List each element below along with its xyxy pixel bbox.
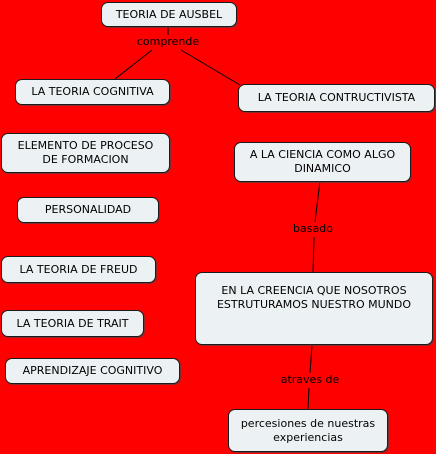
connector-comprende-cognitive [115,50,152,79]
node-personalidad[interactable]: PERSONALIDAD [17,197,159,223]
link-label-basado: basado [293,222,333,235]
node-elemento-de-proceso[interactable]: ELEMENTO DE PROCESO DE FORMACION [1,133,170,173]
node-la-teoria-de-trait[interactable]: LA TEORIA DE TRAIT [1,310,144,337]
connector-science-basado [315,181,320,222]
node-aprendizaje-cognitivo[interactable]: APRENDIZAJE COGNITIVO [5,358,180,384]
node-creencia-estructuramos[interactable]: EN LA CREENCIA QUE NOSOTROS ESTRUTURAMOS NUESTRO MUNDO [195,272,433,345]
node-la-teoria-contructivista[interactable]: LA TEORIA CONTRUCTIVISTA [238,84,435,112]
node-percesiones-experiencias[interactable]: percesiones de nuestras experiencias [228,409,388,452]
node-ciencia-dinamico[interactable]: A LA CIENCIA COMO ALGO DINAMICO [234,142,411,182]
node-la-teoria-cognitiva[interactable]: LA TEORIA COGNITIVA [15,79,170,105]
node-la-teoria-de-freud[interactable]: LA TEORIA DE FREUD [1,256,156,283]
connector-belief-atraves [310,345,312,373]
connector-basado-belief [313,237,314,273]
node-teoria-de-ausbel[interactable]: TEORIA DE AUSBEL [101,2,237,27]
connector-atraves-perceptions [308,388,309,409]
link-label-atraves-de: atraves de [280,373,340,386]
connector-comprende-constructivist [181,50,240,85]
link-label-comprende: comprende [136,35,200,48]
